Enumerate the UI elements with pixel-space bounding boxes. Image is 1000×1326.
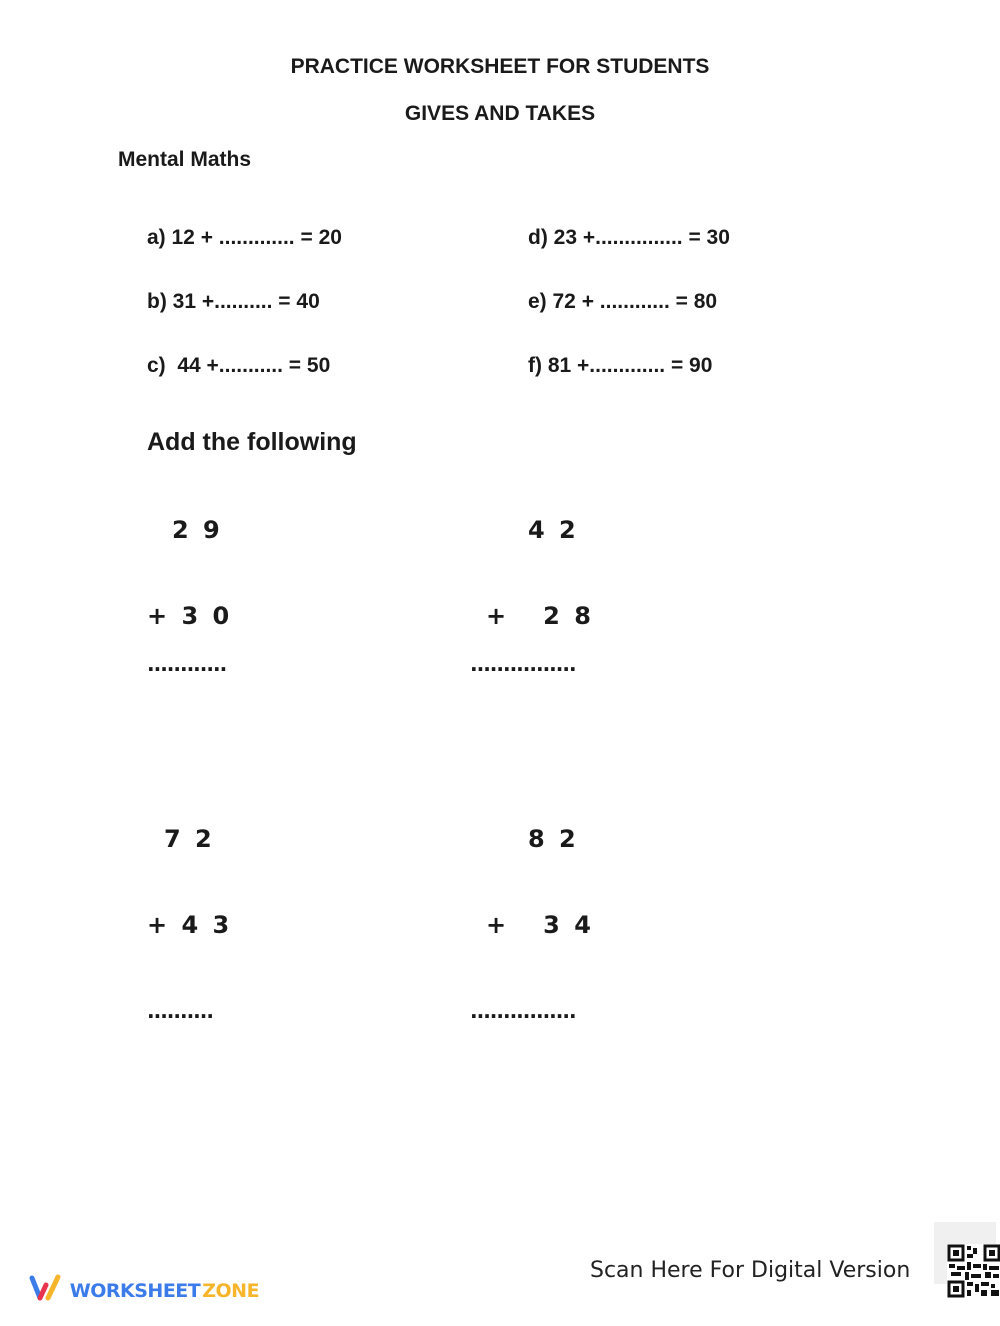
question-b: b) 31 +.......... = 40 xyxy=(147,290,320,313)
problem-3-top: 7 2 xyxy=(164,825,215,853)
problem-1-bottom: + 3 0 xyxy=(147,602,233,630)
mental-maths-heading: Mental Maths xyxy=(118,148,252,171)
problem-2-bottom: + 2 8 xyxy=(486,602,594,630)
question-c: c) 44 +........... = 50 xyxy=(147,354,331,377)
problem-4-answer-line: ................ xyxy=(470,999,576,1023)
logo-text-zone: ZONE xyxy=(202,1279,260,1302)
problem-3-bottom: + 4 3 xyxy=(147,911,233,939)
worksheet-subtitle: GIVES AND TAKES xyxy=(404,102,596,125)
question-d: d) 23 +............... = 30 xyxy=(528,226,730,249)
question-a: a) 12 + ............. = 20 xyxy=(147,226,342,249)
problem-4-bottom: + 3 4 xyxy=(486,911,594,939)
question-e: e) 72 + ............ = 80 xyxy=(528,290,718,313)
problem-2-top: 4 2 xyxy=(528,516,579,544)
problem-4-top: 8 2 xyxy=(528,825,579,853)
problem-2-answer-line: ................ xyxy=(470,652,576,676)
scan-digital-version-text: Scan Here For Digital Version xyxy=(590,1258,911,1283)
add-following-heading: Add the following xyxy=(147,428,357,456)
logo-text-worksheet: WORKSHEET xyxy=(69,1279,201,1302)
problem-1-top: 2 9 xyxy=(172,516,223,544)
worksheet-title: PRACTICE WORKSHEET FOR STUDENTS xyxy=(290,55,710,78)
question-f: f) 81 +............. = 90 xyxy=(528,354,713,377)
problem-3-answer-line: .......... xyxy=(147,999,213,1023)
problem-1-answer-line: ............ xyxy=(147,652,227,676)
qr-code-icon[interactable] xyxy=(934,1222,996,1284)
